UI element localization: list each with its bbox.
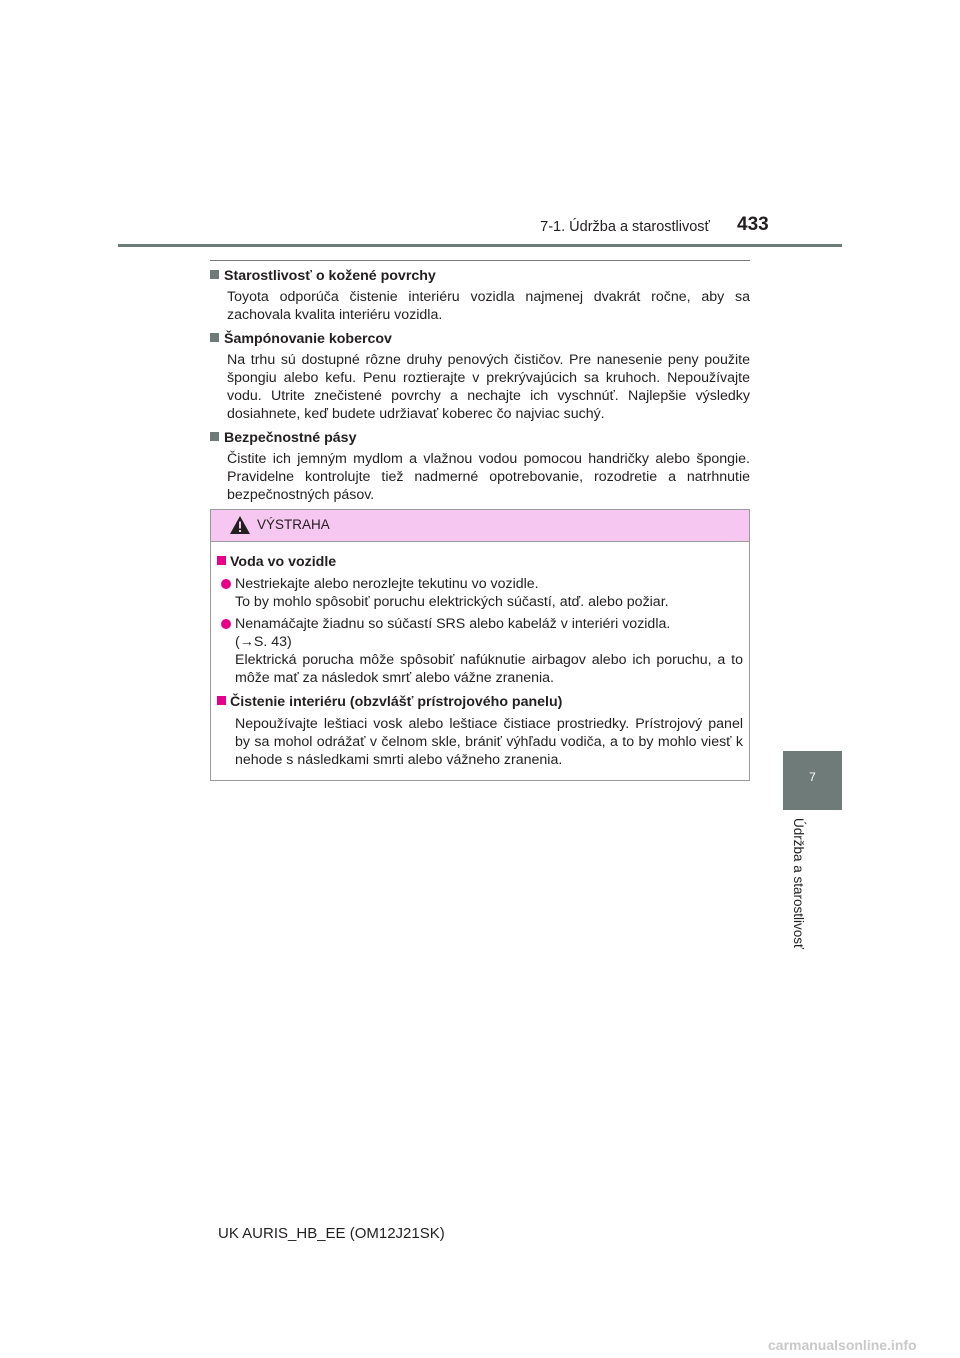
page-reference: (→S. 43) bbox=[235, 634, 292, 650]
section-body: Čistite ich jemným mydlom a vlažnou vodou pomocou handričky alebo špongie. Pravidelne kontrolujte tiež nadmerné opotrebovanie, rozodretie a natrhnutie bezpečnostných pásov. bbox=[227, 451, 750, 503]
warning-item-line: Elektrická porucha môže spôsobiť nafúknutie airbagov alebo ich poruchu, a to môže mať za následok smrť alebo vážne zranenia. bbox=[235, 652, 743, 686]
section-leather bbox=[210, 267, 750, 324]
square-bullet-icon bbox=[210, 432, 219, 441]
main-content bbox=[210, 267, 750, 510]
warning-title: VÝSTRAHA bbox=[257, 517, 330, 532]
header-rule bbox=[118, 244, 842, 247]
warning-body bbox=[211, 542, 749, 769]
chapter-label: Údržba a starostlivosť bbox=[791, 818, 806, 950]
round-bullet-icon bbox=[221, 619, 231, 629]
warning-heading: Voda vo vozidle bbox=[230, 554, 337, 570]
warning-header bbox=[211, 510, 749, 542]
footer-model-code: UK AURIS_HB_EE (OM12J21SK) bbox=[218, 1225, 445, 1242]
section-heading: Bezpečnostné pásy bbox=[224, 430, 357, 446]
chapter-number: 7 bbox=[809, 770, 816, 784]
square-bullet-icon bbox=[210, 333, 219, 342]
warning-item-line: Nenamáčajte žiadnu so súčastí SRS alebo kabeláž v interiéri vozidla. bbox=[235, 616, 671, 632]
square-bullet-icon bbox=[210, 270, 219, 279]
warning-paragraph: Nepoužívajte leštiaci vosk alebo leštiace čistiace prostriedky. Prístrojový panel by sa mohol odrážať v čelnom skle, brániť výhľadu vodiča, a to by mohlo viesť k nehode s následkami smrti alebo vážneho zranenia. bbox=[235, 716, 743, 768]
section-heading: Starostlivosť o kožené povrchy bbox=[224, 268, 436, 284]
section-body: Na trhu sú dostupné rôzne druhy penových čističov. Pre nanesenie peny použite špongiu alebo kefu. Penu roztierajte v prekrývajúcich sa kruhoch. Nepoužívajte vodu. Utrite znečistené povrchy a nechajte ich vyschnúť. Najlepšie výsledky dosiahnete, keď budete udržiavať koberec čo najviac suchý. bbox=[227, 352, 750, 422]
square-bullet-icon bbox=[217, 696, 226, 705]
warning-item bbox=[217, 575, 743, 611]
warning-item-line: Nestriekajte alebo nerozlejte tekutinu vo vozidle. bbox=[235, 576, 539, 592]
section-carpets bbox=[210, 330, 750, 423]
warning-box bbox=[210, 509, 750, 781]
warning-heading: Čistenie interiéru (obzvlášť prístrojového panelu) bbox=[230, 694, 563, 710]
header-section-title: 7-1. Údržba a starostlivosť bbox=[540, 219, 710, 235]
section-rule bbox=[210, 260, 750, 261]
section-seatbelts bbox=[210, 429, 750, 504]
warning-triangle-icon bbox=[229, 515, 251, 535]
page-number: 433 bbox=[737, 214, 769, 235]
warning-item-line: To by mohlo spôsobiť poruchu elektrických súčastí, atď. alebo požiar. bbox=[235, 594, 669, 610]
chapter-tab bbox=[783, 751, 842, 810]
section-heading: Šampónovanie kobercov bbox=[224, 331, 392, 347]
watermark: carmanualsonline.info bbox=[768, 1337, 917, 1353]
square-bullet-icon bbox=[217, 556, 226, 565]
round-bullet-icon bbox=[221, 579, 231, 589]
section-body: Toyota odporúča čistenie interiéru vozidla najmenej dvakrát ročne, aby sa zachovala kvalita interiéru vozidla. bbox=[227, 289, 750, 323]
warning-item bbox=[217, 615, 743, 687]
